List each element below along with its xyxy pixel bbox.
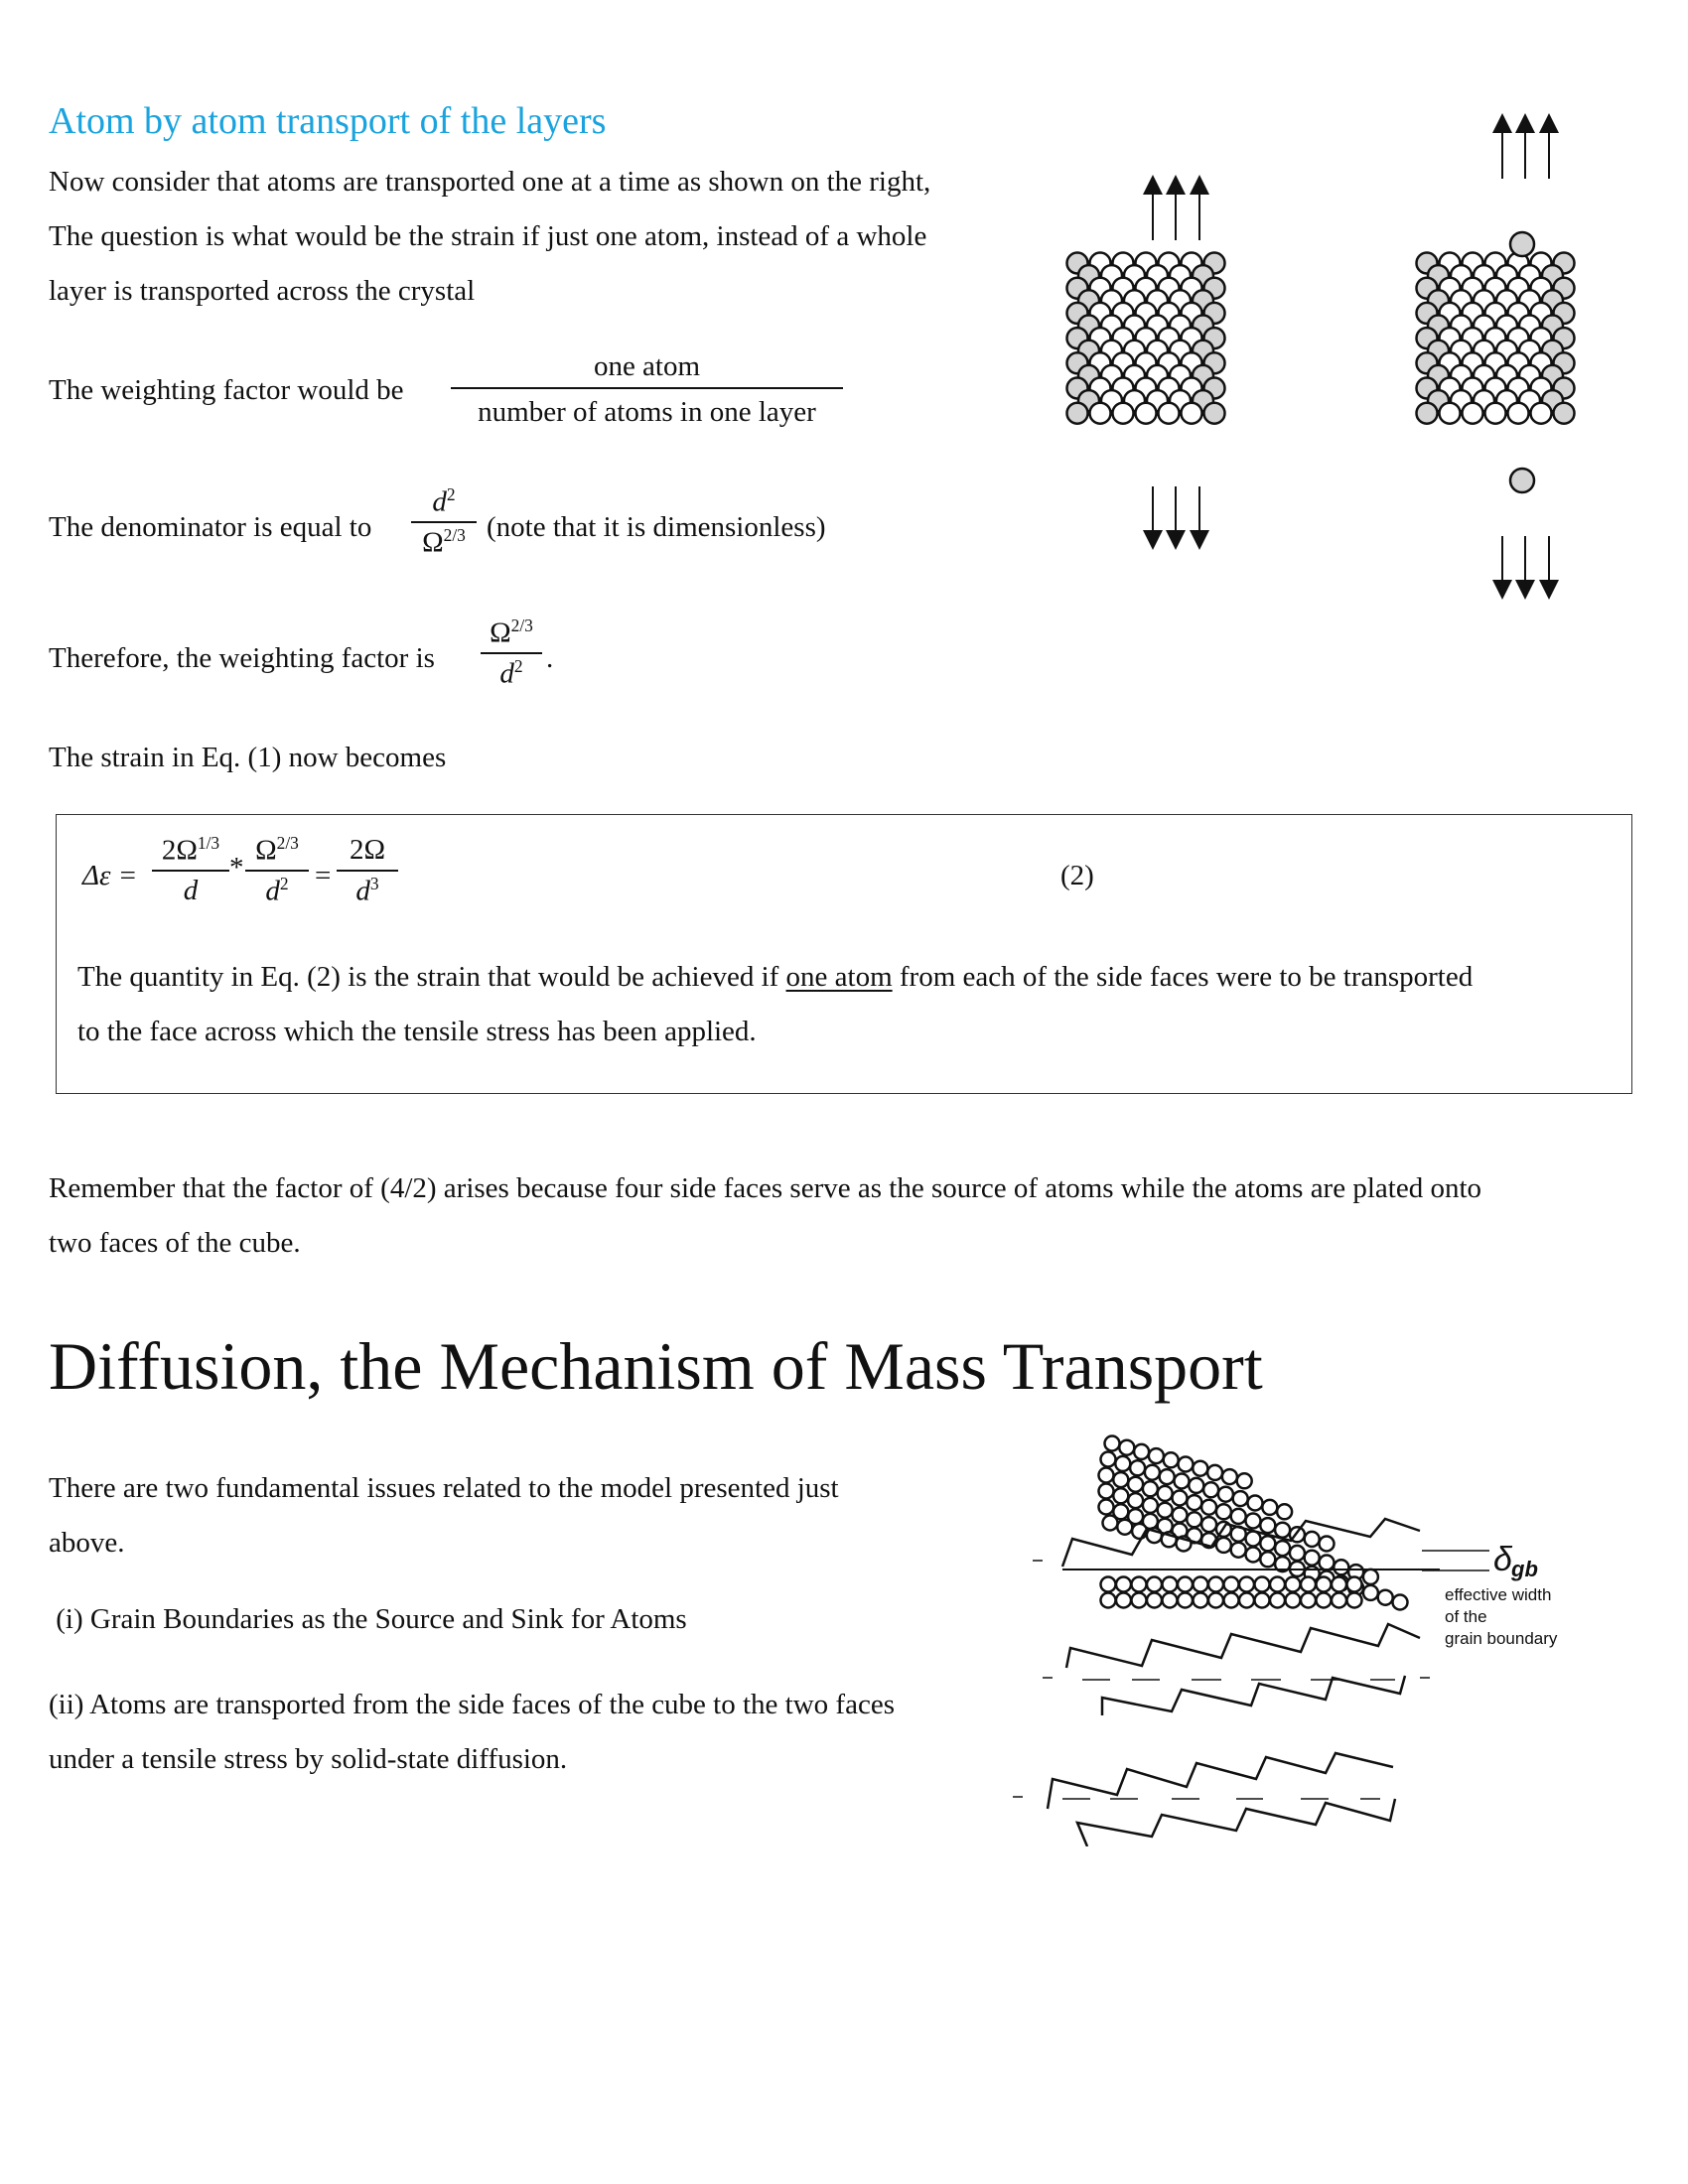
atom — [1363, 1570, 1378, 1584]
explanation-line-2: to the face across which the tensile stress has been applied. — [77, 1016, 757, 1047]
atom — [1275, 1541, 1290, 1556]
weighting-numerator: one atom — [451, 349, 843, 389]
denominator-fraction-den: $\Omega^{2/3}$ — [422, 525, 466, 560]
left-block-down-arrows — [1153, 486, 1199, 540]
issue-item-2-line-1: (ii) Atoms are transported from the side faces of the cube to the two faces — [49, 1689, 895, 1720]
atom — [1270, 1593, 1285, 1608]
atom — [1113, 1488, 1128, 1503]
atom — [1485, 403, 1506, 424]
atom — [1347, 1593, 1362, 1608]
lower-boundary-zigzag — [1048, 1753, 1395, 1846]
atom — [1332, 1577, 1346, 1592]
atom — [1143, 1481, 1158, 1496]
atom — [1231, 1509, 1246, 1524]
atom — [1246, 1514, 1261, 1529]
atom — [1531, 403, 1552, 424]
atom — [1103, 1516, 1118, 1531]
atom — [1208, 1593, 1223, 1608]
atom — [1194, 1593, 1208, 1608]
atom — [1216, 1504, 1231, 1519]
atom — [1182, 403, 1202, 424]
atom — [1163, 1577, 1178, 1592]
eq-frac2-den: $d^2$ — [265, 874, 289, 908]
atom — [1231, 1543, 1246, 1558]
issue-item-1: (i) Grain Boundaries as the Source and Sink for Atoms — [49, 1603, 687, 1635]
equation-number: (2) — [1060, 860, 1094, 891]
atom — [1158, 1486, 1173, 1501]
atom — [1178, 1593, 1193, 1608]
denominator-fraction-num: $d^2$ — [411, 484, 477, 523]
atom — [1204, 403, 1225, 424]
atom — [1173, 1508, 1188, 1523]
explanation-line-1: The quantity in Eq. (2) is the strain that would be achieved if one atom from each of the side faces were to be transported — [77, 961, 1474, 993]
atom — [1246, 1532, 1261, 1547]
equation-box — [56, 814, 1632, 1094]
atom — [1067, 403, 1088, 424]
atom — [1417, 403, 1438, 424]
atom — [1286, 1593, 1301, 1608]
atom — [1320, 1537, 1335, 1552]
denominator-label: The denominator is equal to — [49, 511, 372, 543]
atom — [1173, 1491, 1188, 1506]
remember-line-1: Remember that the factor of (4/2) arises because four side faces serve as the source of atoms while the atoms are plated onto — [49, 1172, 1482, 1204]
delta-subscript: gb — [1511, 1557, 1538, 1581]
atom — [1237, 1473, 1252, 1488]
atom — [1187, 1495, 1201, 1510]
transported-atom-bottom — [1510, 469, 1534, 492]
atom — [1233, 1491, 1248, 1506]
intro-paragraph — [49, 155, 1042, 319]
left-block-up-arrows — [1153, 185, 1199, 240]
atom — [1128, 1493, 1143, 1508]
atom — [1099, 1484, 1114, 1499]
atom — [1317, 1593, 1332, 1608]
atom — [1290, 1546, 1305, 1561]
atom — [1175, 1474, 1190, 1489]
equation-equals: = — [315, 860, 332, 891]
atom — [1194, 1577, 1208, 1592]
atom — [1275, 1523, 1290, 1538]
right-block-up-arrows — [1502, 123, 1549, 179]
atom — [1320, 1556, 1335, 1570]
remember-line-2: two faces of the cube. — [49, 1227, 301, 1259]
atom — [1128, 1477, 1143, 1492]
atom — [1189, 1478, 1203, 1493]
therefore-fraction — [481, 615, 542, 692]
eq-frac3-num: 2Ω — [337, 833, 398, 872]
atom — [1113, 1472, 1128, 1487]
atom — [1301, 1577, 1316, 1592]
atom — [1317, 1577, 1332, 1592]
atom — [1147, 1593, 1162, 1608]
atom — [1246, 1548, 1261, 1563]
eq-frac1-den: d — [183, 875, 199, 907]
atom — [1363, 1585, 1378, 1600]
atom — [1463, 403, 1483, 424]
right-atom-block — [1417, 232, 1575, 492]
equation-star: * — [229, 852, 244, 884]
main-heading: Diffusion, the Mechanism of Mass Transport — [49, 1328, 1263, 1404]
atom — [1270, 1577, 1285, 1592]
remember-paragraph — [49, 1161, 1657, 1271]
strain-intro: The strain in Eq. (1) now becomes — [49, 742, 447, 773]
atom — [1508, 403, 1529, 424]
atom — [1332, 1593, 1346, 1608]
atom — [1101, 1452, 1116, 1467]
atom — [1136, 403, 1157, 424]
atom — [1193, 1461, 1207, 1476]
atom — [1101, 1577, 1116, 1592]
atom — [1090, 403, 1111, 424]
denominator-fraction — [411, 484, 477, 561]
intro-line-1: Now consider that atoms are transported one at a time as shown on the right, — [49, 166, 931, 198]
atom — [1305, 1532, 1320, 1547]
atom — [1218, 1487, 1233, 1502]
atom — [1222, 1469, 1237, 1484]
caption-line-3: grain boundary — [1445, 1629, 1558, 1648]
atom — [1149, 1448, 1164, 1463]
middle-boundary-zigzag — [1066, 1624, 1420, 1715]
atom — [1201, 1500, 1216, 1515]
lower-boundary-dashes — [1013, 1797, 1380, 1799]
atom — [1203, 1482, 1218, 1497]
atom — [1158, 1503, 1173, 1518]
therefore-period: . — [546, 642, 554, 674]
transported-atom-top — [1510, 232, 1534, 256]
equation-explanation — [77, 950, 1626, 1059]
equation-fraction-1 — [152, 833, 229, 908]
atom — [1117, 1520, 1132, 1535]
atom — [1207, 1465, 1222, 1480]
atom — [1187, 1512, 1201, 1527]
atom — [1260, 1518, 1275, 1533]
atom — [1334, 1560, 1348, 1574]
section-heading: Atom by atom transport of the layers — [49, 100, 607, 142]
atom — [1113, 403, 1134, 424]
atom — [1277, 1504, 1292, 1519]
issue-item-2 — [49, 1678, 1032, 1787]
atom — [1116, 1577, 1131, 1592]
weighting-denominator: number of atoms in one layer — [478, 395, 816, 428]
atom — [1201, 1517, 1216, 1532]
left-atom-block — [1067, 253, 1225, 424]
atom — [1262, 1500, 1277, 1515]
issues-intro-line-1: There are two fundamental issues related to the model presented just — [49, 1472, 839, 1504]
atom — [1255, 1577, 1270, 1592]
atom — [1164, 1452, 1179, 1467]
issues-intro — [49, 1461, 982, 1570]
atom — [1248, 1496, 1263, 1511]
grain-boundary-figure — [1003, 1430, 1638, 1846]
equation-fraction-2 — [245, 833, 309, 909]
therefore-fraction-den: $d^2$ — [499, 656, 523, 691]
atom — [1440, 403, 1461, 424]
atom — [1305, 1551, 1320, 1566]
atom — [1260, 1536, 1275, 1551]
intro-line-3: layer is transported across the crystal — [49, 275, 476, 307]
atom — [1130, 1460, 1145, 1475]
atom — [1224, 1593, 1239, 1608]
atom — [1554, 403, 1575, 424]
atom — [1159, 403, 1180, 424]
atom — [1132, 1577, 1147, 1592]
atom — [1099, 1500, 1114, 1515]
underlined-phrase: one atom — [785, 961, 893, 993]
therefore-fraction-num: $\Omega^{2/3}$ — [481, 615, 542, 654]
atom — [1378, 1590, 1393, 1605]
right-block-down-arrows — [1502, 536, 1549, 590]
middle-boundary-dashes — [1043, 1678, 1430, 1680]
atom — [1239, 1593, 1254, 1608]
atom — [1255, 1593, 1270, 1608]
equation-lhs: Δε = — [82, 860, 138, 891]
atom — [1163, 1593, 1178, 1608]
atom — [1143, 1498, 1158, 1513]
caption-line-1: effective width — [1445, 1585, 1552, 1604]
issue-item-2-line-2: under a tensile stress by solid-state diffusion. — [49, 1743, 568, 1775]
atom — [1116, 1593, 1131, 1608]
denominator-note: (note that it is dimensionless) — [487, 511, 826, 543]
atom — [1179, 1457, 1194, 1472]
issues-intro-line-2: above. — [49, 1527, 125, 1559]
eq-frac3-den: $d^3$ — [355, 873, 379, 907]
atom — [1147, 1577, 1162, 1592]
atom — [1105, 1436, 1120, 1451]
caption-line-2: of the — [1445, 1607, 1487, 1626]
atom — [1239, 1577, 1254, 1592]
atom — [1216, 1538, 1231, 1553]
lower-grain-atoms — [1101, 1577, 1362, 1608]
atom — [1208, 1577, 1223, 1592]
atom — [1132, 1593, 1147, 1608]
atom — [1347, 1577, 1362, 1592]
delta-symbol: δ — [1493, 1541, 1512, 1578]
atom — [1160, 1469, 1175, 1484]
atom — [1286, 1577, 1301, 1592]
atom — [1393, 1595, 1408, 1610]
atom — [1178, 1577, 1193, 1592]
atom — [1115, 1456, 1130, 1471]
therefore-label: Therefore, the weighting factor is — [49, 642, 435, 674]
atom-transport-figure — [1053, 109, 1648, 606]
eq-frac1-num: $2\Omega^{1/3}$ — [152, 833, 229, 872]
equation-fraction-3 — [337, 833, 398, 908]
eq-frac2-num: $\Omega^{2/3}$ — [245, 833, 309, 872]
atom — [1134, 1444, 1149, 1459]
weighting-label: The weighting factor would be — [49, 374, 404, 406]
atom — [1101, 1593, 1116, 1608]
atom — [1145, 1465, 1160, 1480]
atom — [1301, 1593, 1316, 1608]
weighting-fraction — [451, 349, 843, 430]
atom — [1099, 1468, 1114, 1483]
atom — [1119, 1440, 1134, 1455]
intro-line-2: The question is what would be the strain if just one atom, instead of a whole — [49, 220, 927, 252]
atom — [1260, 1552, 1275, 1567]
atom — [1224, 1577, 1239, 1592]
